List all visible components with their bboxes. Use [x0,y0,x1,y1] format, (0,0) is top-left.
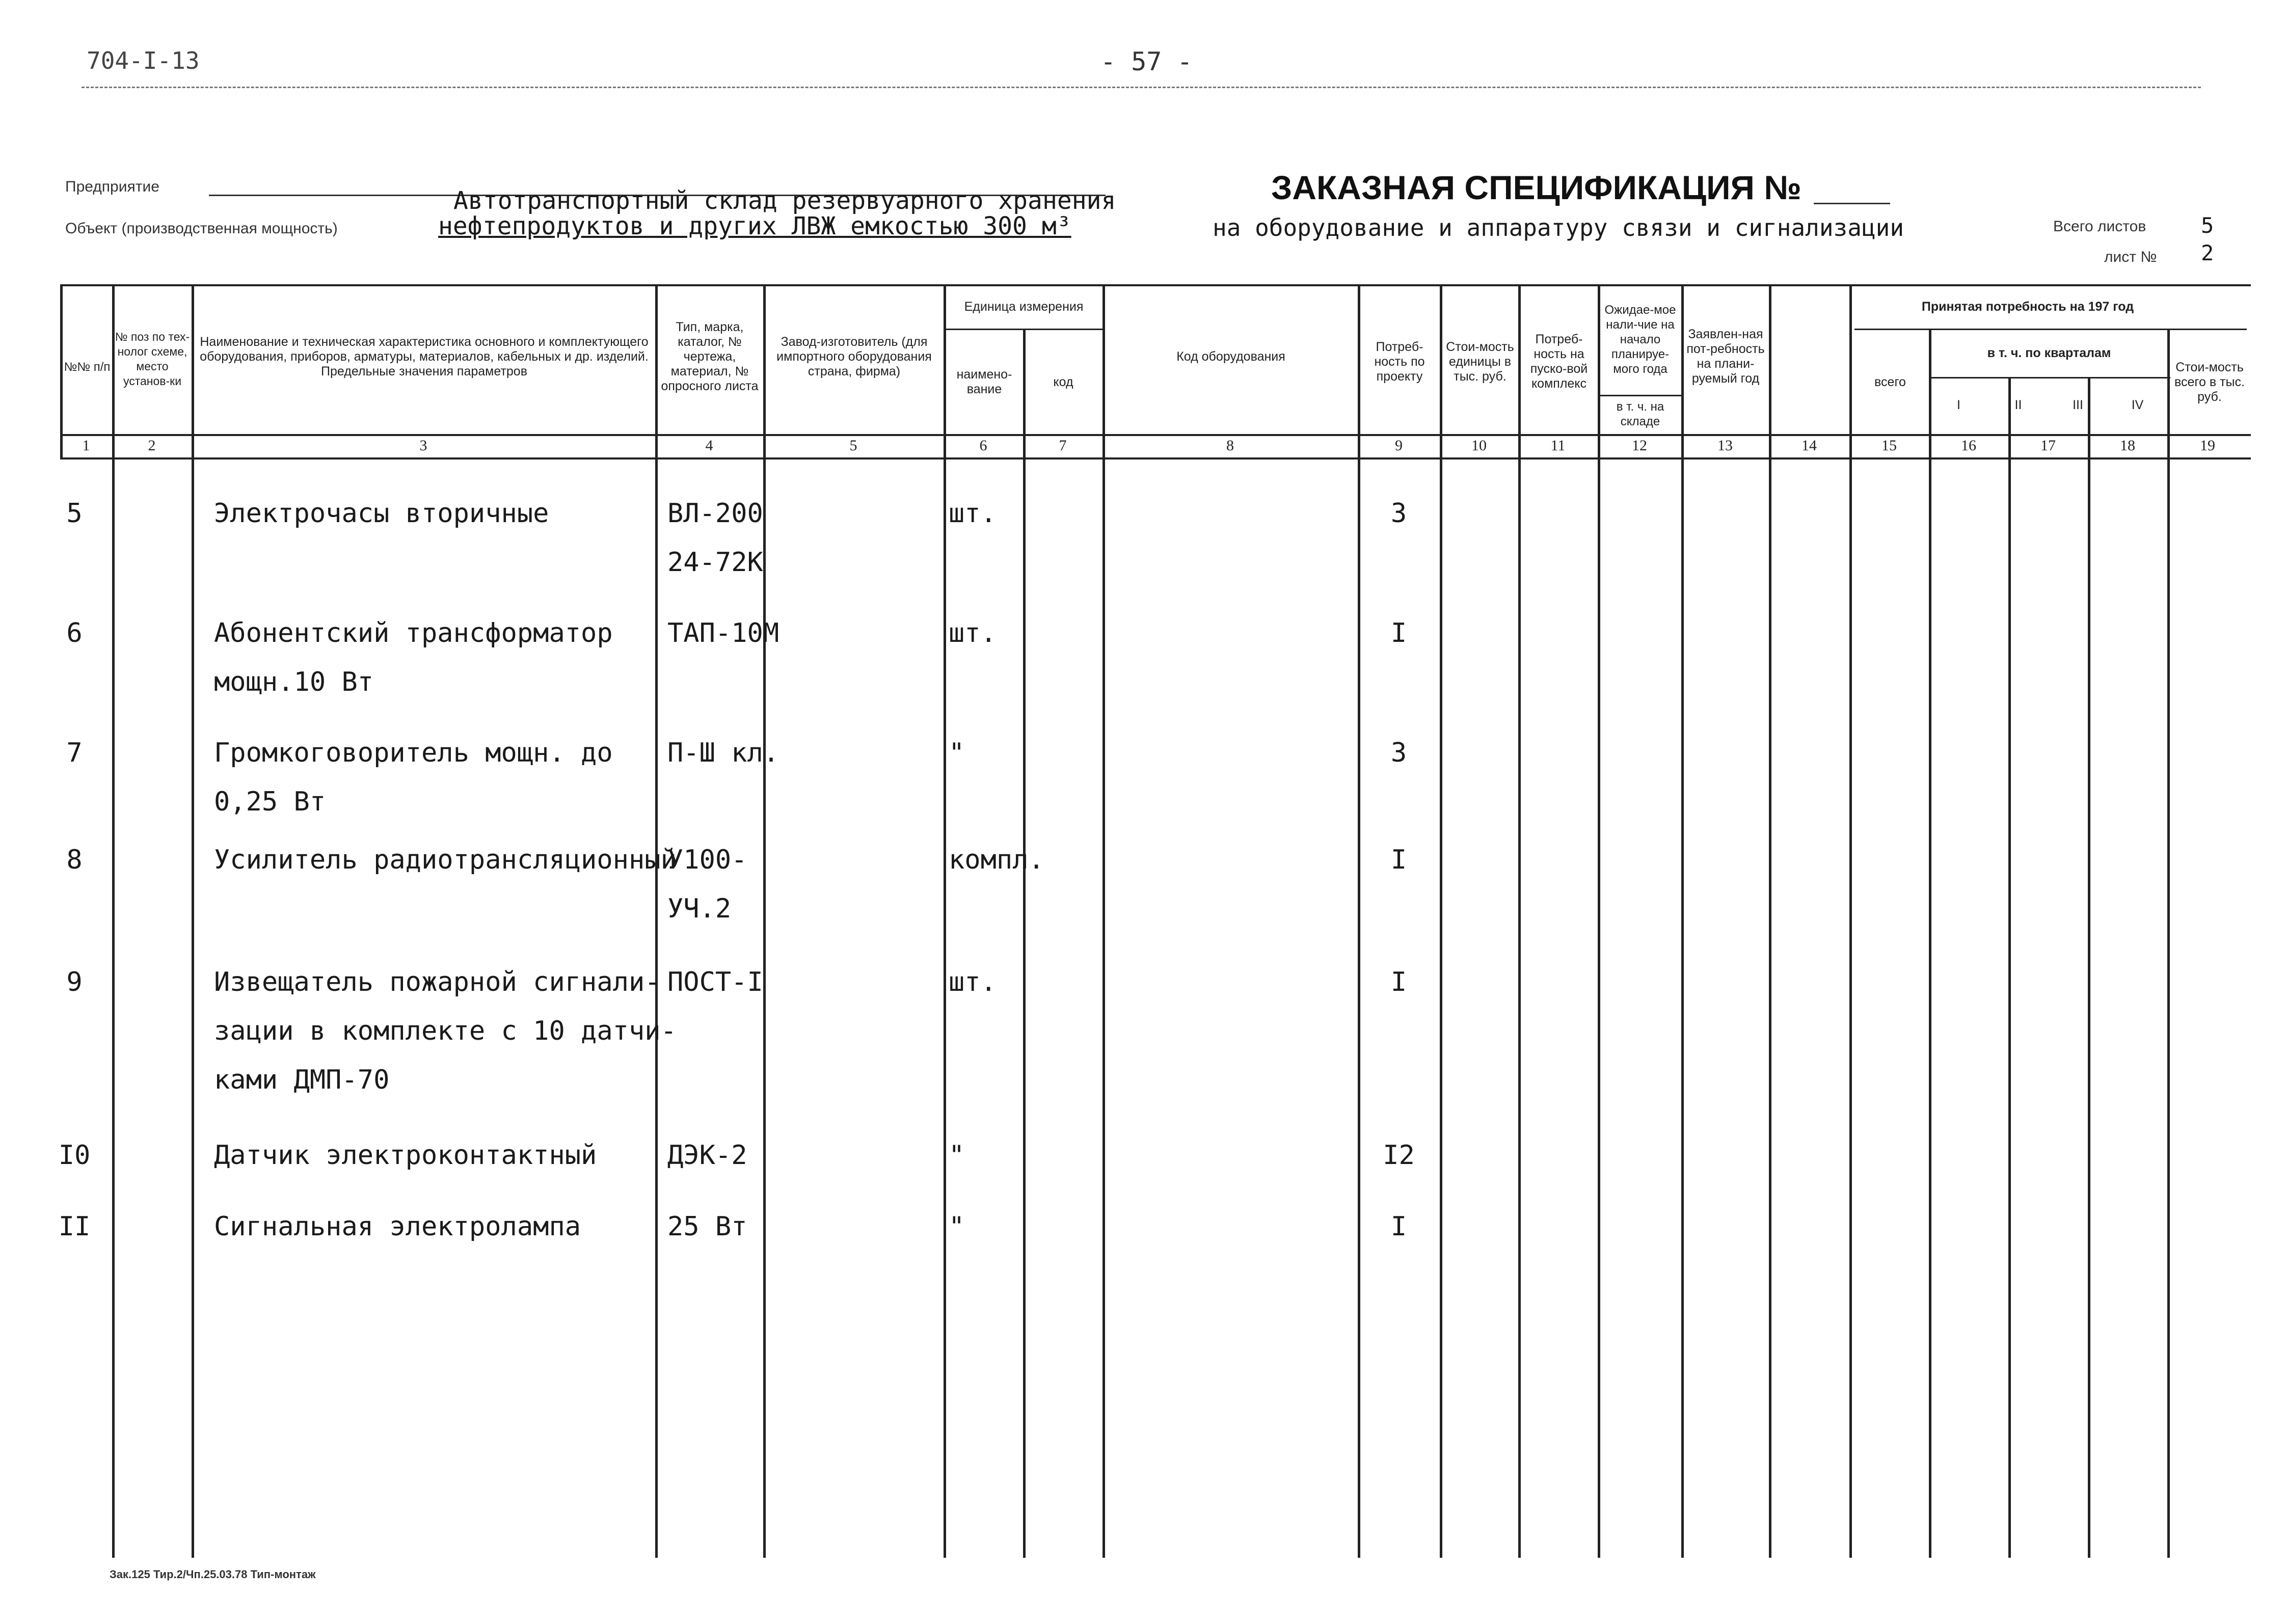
row-unit: " [949,1211,965,1242]
column-number-17: 17 [2040,437,2056,454]
row-unit: " [949,1140,965,1171]
page-number: - 57 - [1100,47,1193,76]
header-c2: № поз по тех-нолог схеме, место установ-ки [115,330,190,388]
row-type [667,728,779,777]
row-type-line: ТАП-10М [667,618,779,648]
column-number-3: 3 [419,437,427,454]
document-subtitle: на оборудование и аппаратуру связи и сигнализации [1213,214,1904,241]
column-number-18: 18 [2120,437,2135,454]
row-type [667,489,763,587]
row-quantity: I [1390,618,1407,648]
col-border-13 [1769,284,1771,1558]
row-item-name-line: мощн.10 Вт [214,667,374,697]
title-number-underline [1814,203,1890,204]
column-number-19: 19 [2200,437,2215,454]
row-quantity: I [1390,845,1407,875]
col-border-9 [1440,284,1442,1558]
total-sheets-label: Всего листов [2053,218,2146,235]
row-item-name-line: Электрочасы вторичные [214,498,549,529]
column-number-13: 13 [1717,437,1733,454]
column-number-10: 10 [1471,437,1487,454]
header-c6: наимено-вание [956,367,1012,396]
footer-print-info: Зак.125 Тир.2/Чп.25.03.78 Тип-монтаж [110,1568,316,1581]
row-item-name-line: ками ДМП-70 [214,1065,390,1095]
column-number-2: 2 [148,437,156,454]
object-name-line2: нефтепродуктов и других ЛВЖ емкостью 300 м³ [438,212,1071,240]
row-number: 9 [66,967,83,997]
column-number-8: 8 [1226,437,1234,454]
row-item-name [214,1202,581,1251]
sheet-value: 2 [2201,240,2214,265]
col-border-17 [2088,377,2090,1558]
row-number: 6 [66,618,83,648]
row-type-line: УЧ.2 [667,894,732,924]
object-label: Объект (производственная мощность) [65,220,338,237]
column-number-9: 9 [1395,437,1403,454]
object-name-line1: Автотранспортный склад резервуарного хранения [453,186,1116,215]
col-border-16 [2008,377,2011,1558]
sheet-label: лист № [2104,249,2157,265]
header-accepted-group: Принятая потребность на 197 год [1921,299,2134,314]
col-border-11 [1598,284,1600,1558]
row-unit: шт. [949,498,997,529]
row-item-name-line: Сигнальная электролампа [214,1211,581,1242]
accepted-group-divider [1854,329,2247,330]
row-type [667,1131,747,1180]
col-border-5 [944,284,946,1558]
col-border-14 [1849,284,1852,1558]
row-type-line: ПОСТ-I [667,967,763,997]
row-unit: шт. [949,618,997,648]
row-type-line: 24-72К [667,547,763,578]
row-quantity: I [1390,1211,1407,1242]
row-quantity: I2 [1383,1140,1415,1171]
col-border-7 [1102,284,1105,1558]
top-rule [82,87,2201,88]
header-c12b: в т. ч. на складе [1616,400,1664,428]
column-number-12: 12 [1632,437,1647,454]
column-number-14: 14 [1801,437,1817,454]
row-unit: " [949,738,965,768]
header-q4: IV [2131,397,2144,412]
header-c14: всего [1874,374,1906,389]
row-item-name-line: Громкоговоритель мощн. до [214,738,613,768]
row-unit: шт. [949,967,997,997]
col-border-2 [192,284,194,1558]
row-item-name [214,728,613,826]
doc-code: 704-I-13 [87,47,200,74]
row-item-name-line: Абонентский трансформатор [214,618,613,648]
col-border-10 [1518,284,1521,1558]
quarters-divider [1931,377,2170,378]
header-bottom-border [60,434,2251,436]
row-item-name-line: Усилитель радиотрансляционный [214,845,677,875]
header-c4: Тип, марка, каталог, № чертежа, материал, № опросного листа [661,319,759,393]
column-number-11: 11 [1550,437,1566,454]
row-type-line: 25 Вт [667,1211,747,1242]
header-c3: Наименование и техническая характеристика основного и комплектующего оборудования, приборов, арматуры, материалов, кабельных и др. изделий. Предельные значения параметров [200,334,649,378]
header-c12: Ожидае-мое нали-чие на начало планируе-мого года [1604,303,1676,376]
header-c5: Завод-изготовитель (для импортного оборудования страна, фирма) [776,334,932,378]
row-item-name [214,489,549,538]
column-number-4: 4 [705,437,713,454]
column-number-1: 1 [82,437,90,454]
row-number: 8 [66,845,83,875]
row-item-name-line: Датчик электроконтактный [214,1140,597,1171]
header-c7: код [1053,374,1073,389]
row-number: II [58,1211,91,1242]
document-title: ЗАКАЗНАЯ СПЕЦИФИКАЦИЯ № [1271,169,1801,206]
row-item-name [214,609,613,707]
row-quantity: 3 [1390,738,1407,768]
header-c1: №№ п/п [64,360,111,374]
header-c19: Стои-мость всего в тыс. руб. [2174,360,2245,404]
column-number-15: 15 [1881,437,1897,454]
column-number-16: 16 [1961,437,1976,454]
column-number-7: 7 [1059,437,1067,454]
row-type [667,835,747,933]
row-type-line: ВЛ-200 [667,498,763,529]
row-type [667,1202,747,1251]
row-quantity: 3 [1390,498,1407,529]
col-border-1 [112,284,115,1558]
row-number: I0 [58,1140,91,1171]
header-c11: Потреб-ность на пуско-вой комплекс [1530,332,1588,391]
header-q3: III [2073,397,2083,412]
row-item-name-line: зации в комплекте с 10 датчи- [214,1016,677,1046]
col-border-0 [60,284,63,457]
row-unit: компл. [949,845,1044,875]
row-type [667,609,779,658]
column-number-6: 6 [979,437,987,454]
row-item-name-line: 0,25 Вт [214,787,326,817]
colnum-bottom-border [60,457,2251,459]
header-c8: Код оборудования [1176,349,1285,364]
row-quantity: I [1390,967,1407,997]
row-type-line: ДЭК-2 [667,1140,747,1171]
col-border-8 [1358,284,1360,1558]
enterprise-label: Предприятие [65,178,159,195]
column-number-5: 5 [849,437,857,454]
header-unit-group: Единица измерения [964,299,1084,314]
header-c10: Стои-мость единицы в тыс. руб. [1446,339,1514,384]
row-type [667,958,763,1007]
col-border-12 [1681,284,1684,1558]
col-border-15 [1929,329,1931,1558]
row-number: 5 [66,498,83,529]
header-c13: Заявлен-ная пот-ребность на плани-руемый год [1686,327,1765,386]
header-c9: Потреб-ность по проекту [1374,339,1425,384]
row-item-name [214,835,677,884]
total-sheets-value: 5 [2201,213,2214,238]
col-border-6 [1023,329,1026,1558]
row-number: 7 [66,738,83,768]
row-item-name-line: Извещатель пожарной сигнали- [214,967,661,997]
row-item-name [214,1131,597,1180]
col-border-4 [763,284,766,1558]
header-q1: I [1957,397,1960,412]
col-border-3 [655,284,658,1558]
row-item-name [214,958,677,1104]
header-q2: II [2014,397,2022,412]
col-border-18 [2167,329,2170,1558]
row-type-line: У100- [667,845,747,875]
header-quarters: в т. ч. по кварталам [1987,345,2111,360]
row-type-line: П-Ш кл. [667,738,779,768]
